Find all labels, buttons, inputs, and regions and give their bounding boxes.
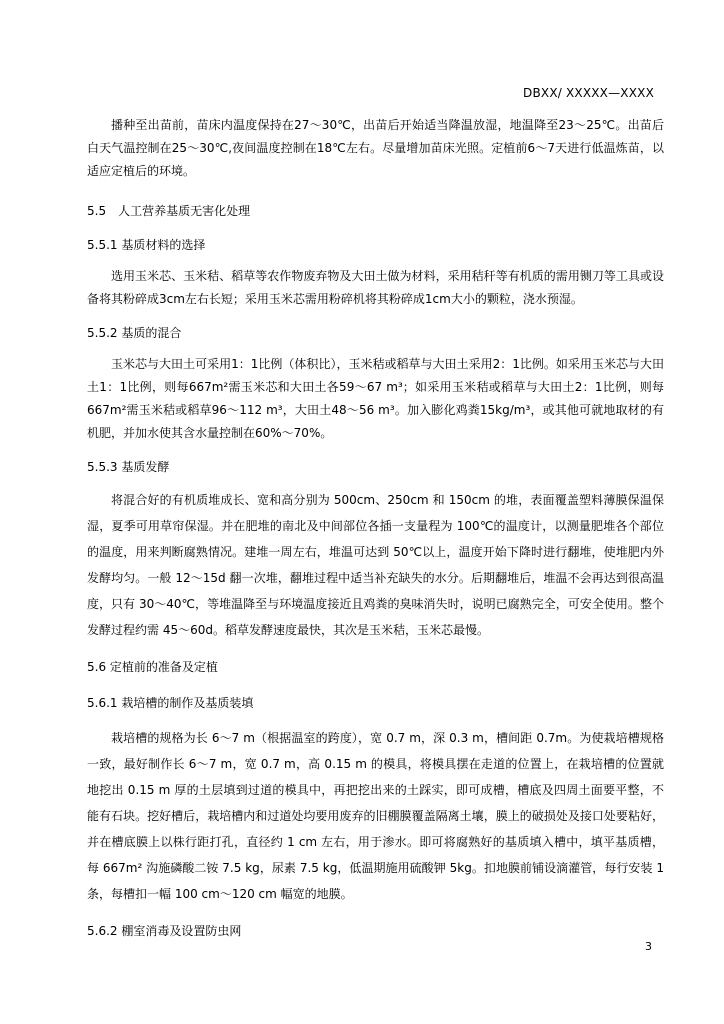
paragraph-seedling-temperature: 播种至出苗前，苗床内温度保持在27～30℃，出苗后开始适当降温放湿，地温降至23～25℃。出苗后白天气温控制在25～30℃,夜间温度控制在18℃左右。尽量增加苗床光照。定植前6～7天进行低温炼苗，以适应定植后的环境。 xyxy=(87,118,664,178)
section-heading-5-6-2: 5.6.2 棚室消毒及设置防虫网 xyxy=(87,924,242,938)
document-code-header: DBXX/ XXXXX—XXXX xyxy=(523,86,654,100)
document-body xyxy=(87,114,664,941)
section-heading-5-5-2: 5.5.2 基质的混合 xyxy=(87,326,182,340)
section-heading-5-5-1: 5.5.1 基质材料的选择 xyxy=(87,238,206,252)
section-heading-5-6-1: 5.6.1 栽培槽的制作及基质装填 xyxy=(87,696,254,710)
paragraph-substrate-materials: 选用玉米芯、玉米秸、稻草等农作物废弃物及大田土做为材料，采用秸秆等有机质的需用铡刀等工具或设备将其粉碎成3cm左右长短；采用玉米芯需用粉碎机将其粉碎成1cm大小的颗粒，浇水预湿。 xyxy=(87,269,664,306)
paragraph-cultivation-trough: 栽培槽的规格为长 6～7 m（根据温室的跨度），宽 0.7 m，深 0.3 m，槽间距 0.7m。为使栽培槽规格一致，最好制作长 6～7 m，宽 0.7 m，高 0.15 m 的模具，将模具摆在走道的位置上，在栽培槽的位置就地挖出 0.15 m 厚的土层填到过道的模具中，再把挖出来的土踩实，即可成槽，槽底及四周土面要平整，不能有石块。挖好槽后，栽培槽内和过道处均要用废弃的旧棚膜覆盖隔离土壤，膜上的破损处及接口处要粘好，并在槽底膜上以株行距打孔，直径约 1 cm 左右，用于渗水。即可将腐熟好的基质填入槽中，填平基质槽，每 667m² 沟施磷酸二铵 7.5 kg，尿素 7.5 kg，低温期施用硫酸钾 5kg。扣地膜前铺设滴灌管，每行安装 1 条，每槽扣一幅 100 cm～120 cm 幅宽的地膜。 xyxy=(87,731,664,901)
section-heading-5-5-3: 5.5.3 基质发酵 xyxy=(87,460,170,474)
paragraph-substrate-fermentation: 将混合好的有机质堆成长、宽和高分别为 500cm、250cm 和 150cm 的堆，表面覆盖塑料薄膜保温保湿，夏季可用草帘保湿。并在肥堆的南北及中间部位各插一支量程为 100℃的温度计，以测量肥堆各个部位的温度，用来判断腐熟情况。建堆一周左右，堆温可达到 50℃以上，温度开始下降时进行翻堆，使堆肥内外发酵均匀。一般 12～15d 翻一次堆，翻堆过程中适当补充缺失的水分。后期翻堆后，堆温不会再达到很高温度，只有 30～40℃，等堆温降至与环境温度接近且鸡粪的臭味消失时，说明已腐熟完全，可安全使用。整个发酵过程约需 45～60d。稻草发酵速度最快，其次是玉米秸，玉米芯最慢。 xyxy=(87,493,664,637)
section-heading-5-5: 5.5 人工营养基质无害化处理 xyxy=(87,204,251,218)
paragraph-substrate-mixing: 玉米芯与大田土可采用1：1比例（体积比），玉米秸或稻草与大田土采用2：1比例。如采用玉米芯与大田土1：1比例，则每667m²需玉米芯和大田土各59～67 m³；如采用玉米秸或稻草与大田土2：1比例，则每667m²需玉米秸或稻草96～112 m³，大田土48～56 m³。加入膨化鸡粪15kg/m³，或其他可就地取材的有机肥，并加水使其含水量控制在60%～70%。 xyxy=(87,357,664,440)
page-number: 3 xyxy=(645,940,652,953)
section-heading-5-6: 5.6 定植前的准备及定植 xyxy=(87,660,218,674)
